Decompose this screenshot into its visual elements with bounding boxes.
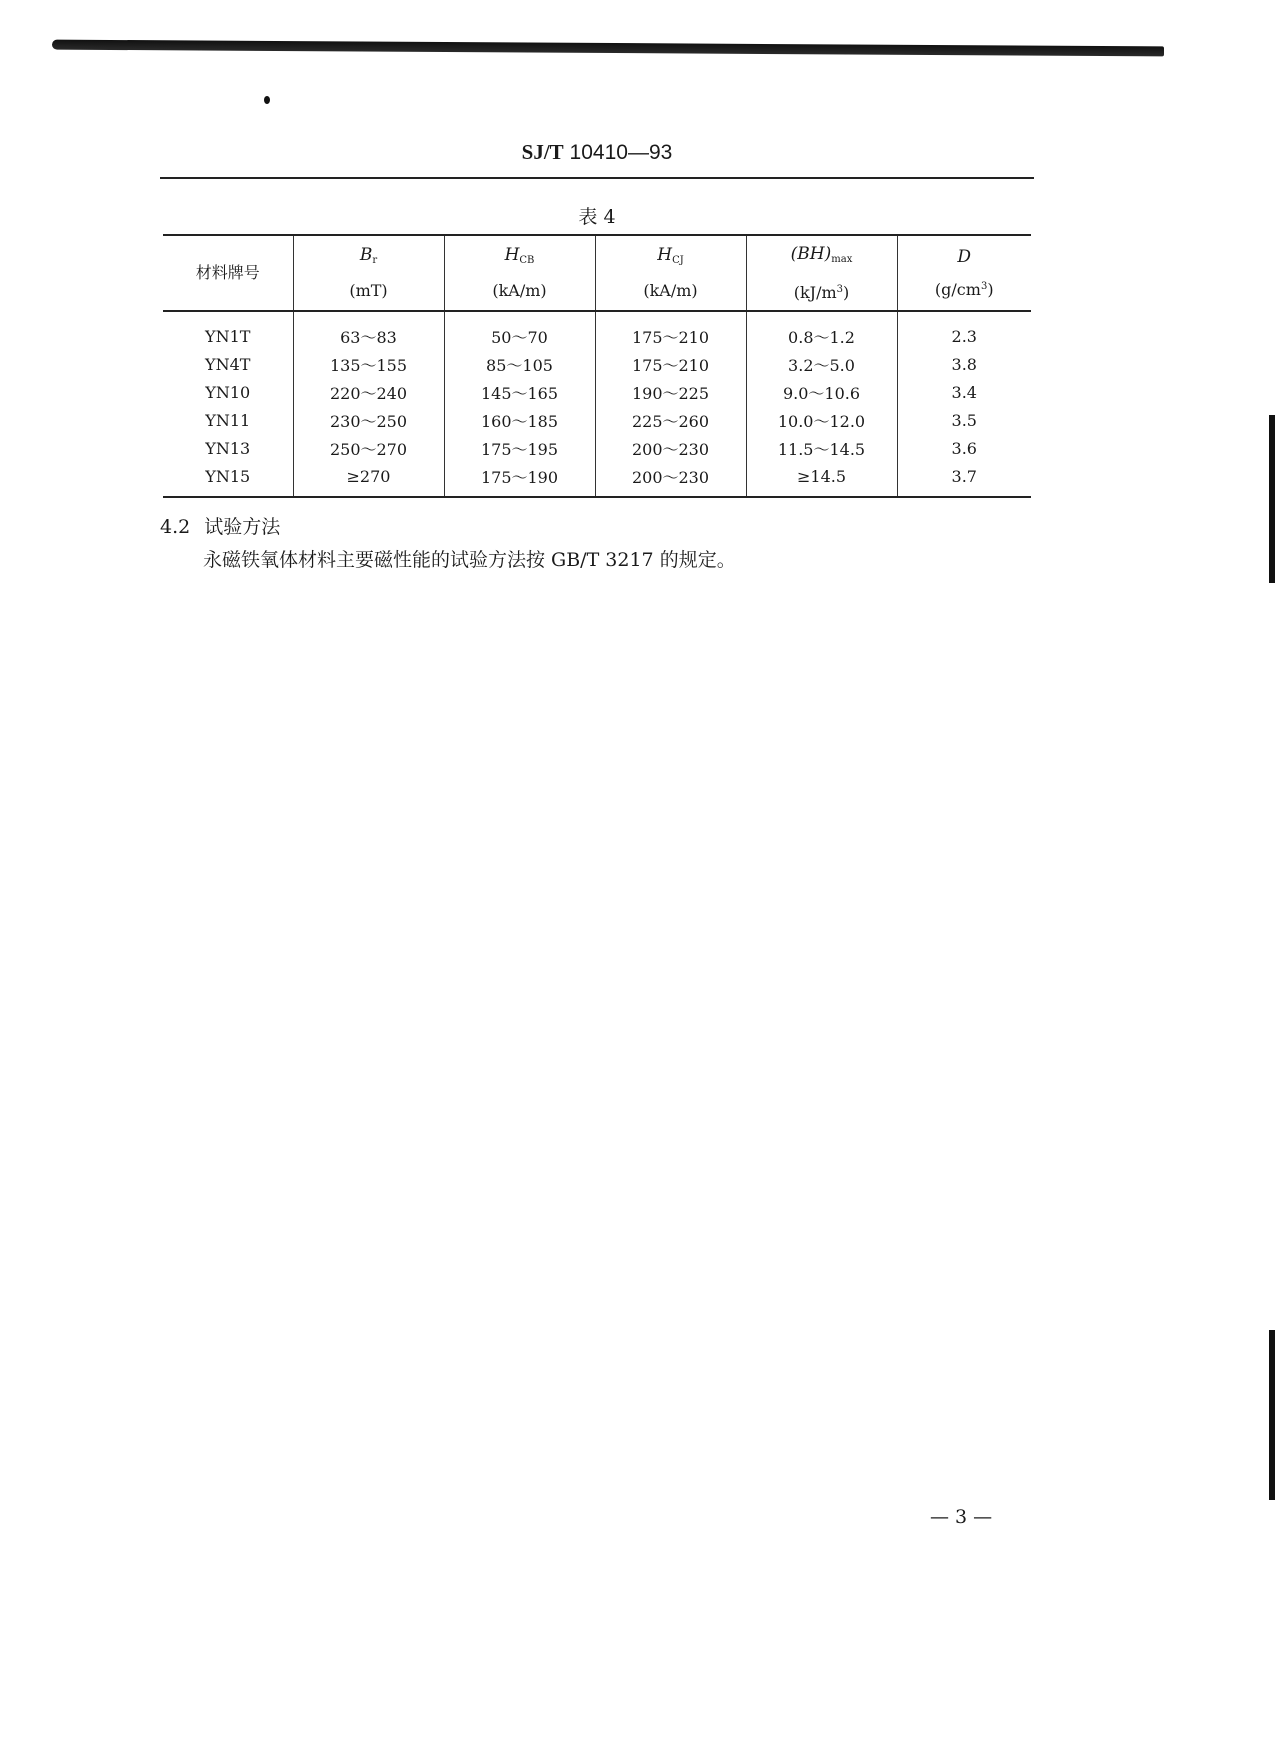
- cell-bhmax: ≥14.5: [746, 462, 897, 497]
- cell-hcb: 145～165: [444, 378, 595, 406]
- table-header-row: [163, 235, 1031, 311]
- cell-br: 220～240: [293, 378, 444, 406]
- material-properties-table: [163, 234, 1031, 498]
- cell-bhmax: 0.8～1.2: [746, 311, 897, 350]
- cell-hcj: 175～210: [595, 350, 746, 378]
- table-row: [163, 434, 1031, 462]
- col-header-density: D $(g/cm^3)$: [897, 235, 1031, 311]
- cell-br: 230～250: [293, 406, 444, 434]
- cell-hcb: 175～190: [444, 462, 595, 497]
- table-row: [163, 406, 1031, 434]
- scan-speck: [264, 96, 270, 104]
- cell-hcj: 190～225: [595, 378, 746, 406]
- col-header-grade: 材料牌号: [163, 235, 293, 311]
- section-heading: [160, 512, 280, 539]
- document-code: SJ/T 10410—93: [521, 140, 673, 164]
- cell-hcb: 50～70: [444, 311, 595, 350]
- page-number: — 3 —: [930, 1506, 993, 1528]
- cell-grade: YN11: [205, 410, 251, 430]
- section-paragraph: 永磁铁氧体材料主要磁性能的试验方法按 GB/T 3217 的规定。: [203, 549, 736, 571]
- cell-hcj: 200～230: [595, 462, 746, 497]
- section-title: 试验方法: [204, 516, 281, 538]
- cell-bhmax: 3.2～5.0: [746, 350, 897, 378]
- col-header-bhmax: $(BH)_{max}$ $(kJ/m^3)$: [746, 235, 897, 311]
- cell-hcj: 175～210: [595, 311, 746, 350]
- cell-br: ≥270: [293, 462, 444, 497]
- cell-density: 3.8: [897, 350, 1031, 378]
- cell-grade: YN15: [163, 462, 293, 497]
- scan-artifact-bar: [52, 40, 1164, 57]
- cell-grade: YN13: [205, 438, 251, 458]
- cell-grade: YN1T: [205, 326, 251, 346]
- cell-density: 3.4: [897, 378, 1031, 406]
- cell-hcj: 200～230: [595, 434, 746, 462]
- cell-br: 250～270: [293, 434, 444, 462]
- table-row: [163, 311, 1031, 350]
- scan-edge-mark: [1269, 1330, 1275, 1500]
- table-row: [163, 350, 1031, 378]
- cell-hcj: 225～260: [595, 406, 746, 434]
- scan-edge-mark: [1269, 415, 1275, 583]
- cell-br: 135～155: [293, 350, 444, 378]
- cell-br: 63～83: [293, 311, 444, 350]
- header-rule: [160, 177, 1034, 179]
- table-row: [163, 378, 1031, 406]
- cell-density: 3.7: [897, 462, 1031, 497]
- table-title: 表 4: [578, 206, 616, 228]
- cell-density: 3.6: [897, 434, 1031, 462]
- cell-bhmax: 10.0～12.0: [746, 406, 897, 434]
- cell-hcb: 160～185: [444, 406, 595, 434]
- cell-hcb: 85～105: [444, 350, 595, 378]
- section-number: 4.2: [160, 516, 191, 538]
- col-header-hcj: $H_{CJ}$ (kA/m): [595, 235, 746, 311]
- cell-density: 2.3: [897, 311, 1031, 350]
- cell-density: 3.5: [897, 406, 1031, 434]
- table-row: [163, 462, 1031, 497]
- cell-bhmax: 11.5～14.5: [746, 434, 897, 462]
- cell-hcb: 175～195: [444, 434, 595, 462]
- col-header-br: $B_r$ (mT): [293, 235, 444, 311]
- cell-grade: YN10: [205, 382, 251, 402]
- cell-grade: YN4T: [205, 354, 251, 374]
- col-header-hcb: $H_{CB}$ (kA/m): [444, 235, 595, 311]
- cell-bhmax: 9.0～10.6: [746, 378, 897, 406]
